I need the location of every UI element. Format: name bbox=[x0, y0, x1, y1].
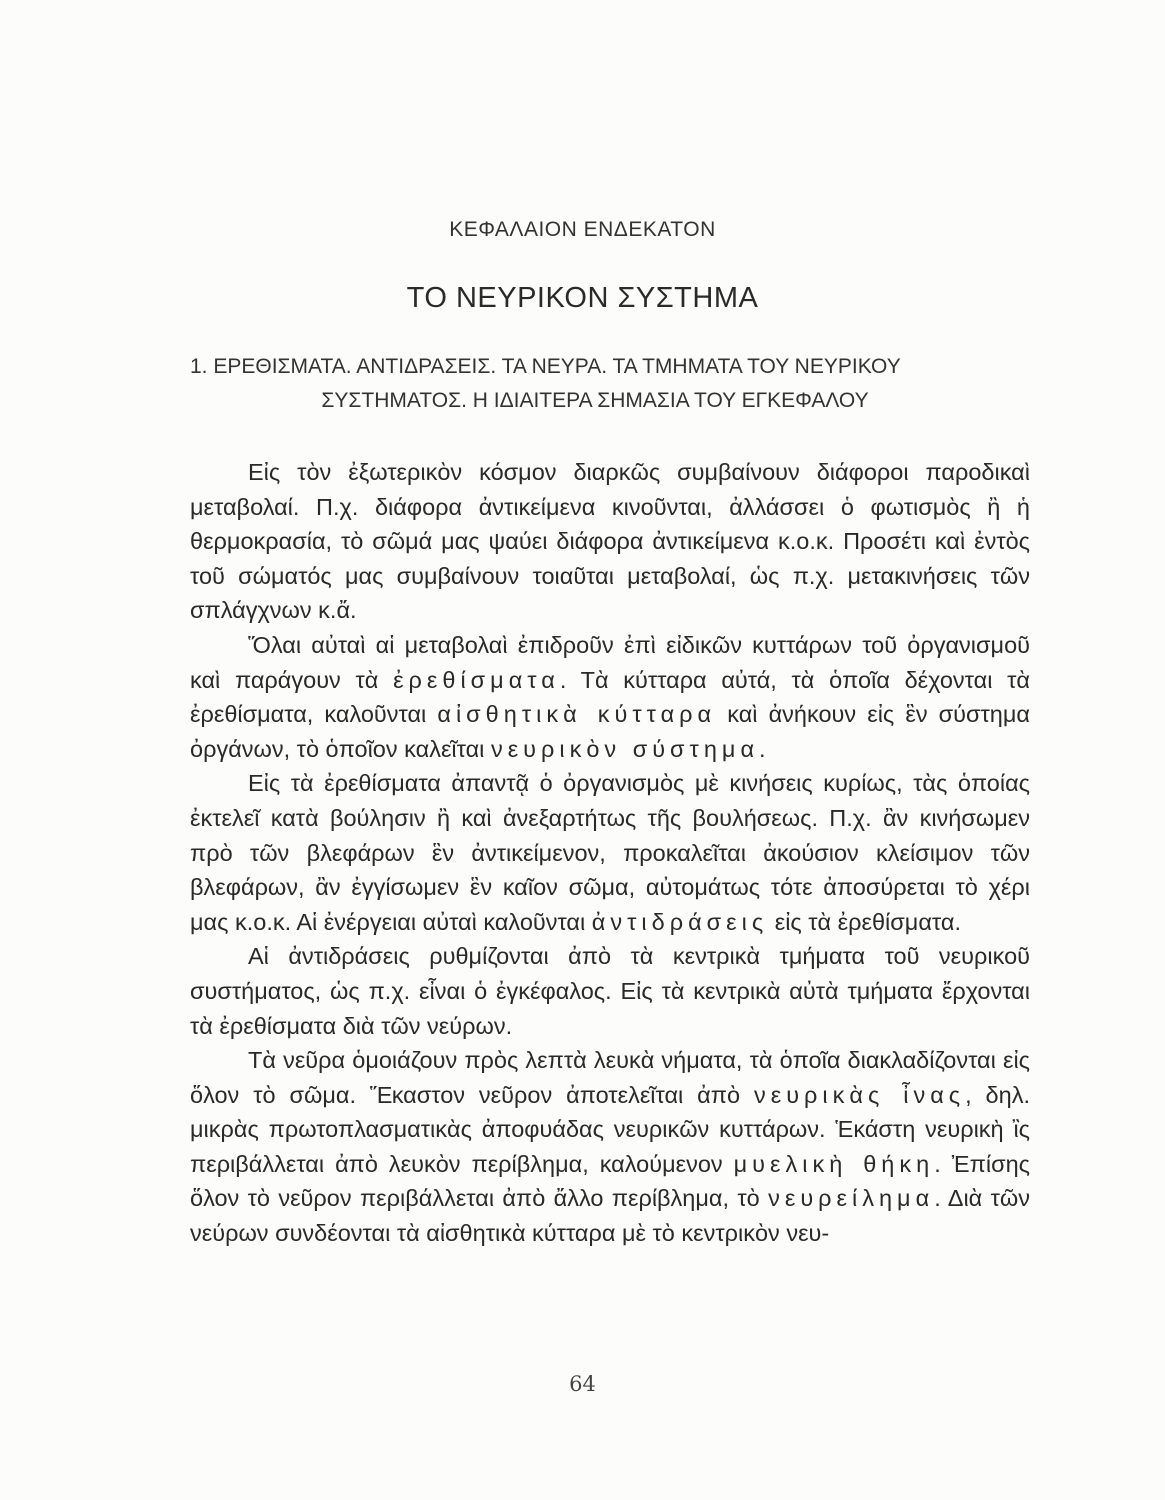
chapter-heading: ΚΕΦΑΛΑΙΟΝ ΕΝΔΕΚΑΤΟΝ bbox=[449, 218, 716, 241]
p2-text-e: καὶ ἀνήκουν εἰς ἓν σύστημα ὀργάνων, τὸ ὁποῖον καλεῖται bbox=[190, 701, 1030, 762]
paragraph-3 bbox=[190, 766, 1030, 939]
body-text bbox=[190, 455, 1030, 1251]
p5-text-e: . Ἐπίσης ὅλον τὸ νεῦρον περιβάλλεται ἀπὸ ἄλλο περίβλημα, τὸ bbox=[190, 1150, 1030, 1212]
section-heading-line-2: ΣΥΣΤΗΜΑΤΟΣ. Η ΙΔΙΑΙΤΕΡΑ ΣΗΜΑΣΙΑ ΤΟΥ ΕΓΚΕΦΑΛΟΥ bbox=[321, 389, 869, 412]
p5-text-c: , δηλ. μικρὰς πρωτοπλασματικὰς ἀποφυάδας νευρικῶν κυττάρων. Ἑκάστη νευρικὴ ἲς περιβάλλεται ἀπὸ λευκὸν περίβλημα, καλούμενον bbox=[190, 1081, 1030, 1177]
p5-text-a: Τὰ νεῦρα ὁμοιάζουν πρὸς λεπτὰ λευκὰ νήματα, τὰ ὁποῖα διακλαδίζονται εἰς ὅλον τὸ σῶμα. Ἕκαστον νεῦρον ἀποτελεῖται ἀπὸ bbox=[190, 1047, 1030, 1108]
term-erethismata: ἐρεθίσματα bbox=[393, 666, 560, 693]
page-number: 64 bbox=[569, 1372, 596, 1396]
term-neurikas-inas: νευρικὰς ἶνας bbox=[753, 1081, 966, 1108]
section-heading bbox=[190, 350, 1030, 418]
paragraph-5 bbox=[190, 1043, 1030, 1251]
paragraph-1 bbox=[190, 455, 1030, 628]
term-neureilima: νευρείλημα bbox=[768, 1185, 935, 1212]
paragraph-4 bbox=[190, 939, 1030, 1043]
p2-text-g: . bbox=[759, 735, 766, 762]
p5-text-g: . Διὰ τῶν νεύρων συνδέονται τὰ αἰσθητικὰ κύτταρα μὲ τὸ κεντρικὸν νευ- bbox=[190, 1185, 1030, 1247]
p2-text-a: Ὅλαι αὐταὶ αἱ μεταβολαὶ ἐπιδροῦν ἐπὶ εἰδικῶν κυττάρων τοῦ ὀργανισμοῦ καὶ παράγουν τὰ bbox=[190, 631, 1030, 693]
term-antidraseis: ἀντιδράσεις bbox=[591, 908, 769, 935]
term-aisthetika-kyttara: αἰσθητικὰ κύτταρα bbox=[437, 701, 717, 728]
paragraph-1-text: Εἰς τὸν ἐξωτερικὸν κόσμον διαρκῶς συμβαίνουν διάφοροι παροδικαὶ μεταβολαί. Π.χ. διάφορα ἀντικείμενα κινοῦνται, ἀλλάσσει ὁ φωτισμὸς ἢ ἡ θερμοκρασία, τὸ σῶμά μας ψαύει διάφορα ἀντικείμενα κ.ο.κ. Προσέτι καὶ ἐντὸς τοῦ σώματός μας συμβαίνουν τοιαῦται μεταβολαί, ὡς π.χ. μετακινήσεις τῶν σπλάγχνων κ.ἄ. bbox=[190, 459, 1030, 624]
paragraph-4-text: Αἱ ἀντιδράσεις ρυθμίζονται ἀπὸ τὰ κεντρικὰ τμήματα τοῦ νευρικοῦ συστήματος, ὡς π.χ. εἶναι ὁ ἐγκέφαλος. Εἰς τὰ κεντρικὰ αὐτὰ τμήματα ἔρχονται τὰ ἐρεθίσματα διὰ τῶν νεύρων. bbox=[190, 943, 1030, 1039]
chapter-title: ΤΟ ΝΕΥΡΙΚΟΝ ΣΥΣΤΗΜΑ bbox=[406, 282, 759, 314]
p3-text-c: εἰς τὰ ἐρεθίσματα. bbox=[768, 908, 961, 935]
section-heading-line-1: 1. ΕΡΕΘΙΣΜΑΤΑ. ΑΝΤΙΔΡΑΣΕΙΣ. ΤΑ ΝΕΥΡΑ. ΤΑ ΤΜΗΜΑΤΑ ΤΟΥ ΝΕΥΡΙΚΟΥ bbox=[190, 355, 901, 378]
p3-text-a: Εἰς τὰ ἐρεθίσματα ἀπαντᾷ ὁ ὀργανισμὸς μὲ κινήσεις κυρίως, τὰς ὁποίας ἐκτελεῖ κατὰ βούλησιν ἢ καὶ ἀνεξαρτήτως τῆς βουλήσεως. Π.χ. ἂν κινήσωμεν πρὸ τῶν βλεφάρων ἓν ἀντικείμενον, προκαλεῖται ἀκούσιον κλείσιμον τῶν βλεφάρων, ἂν ἐγγίσωμεν ἓν καῖον σῶμα, αὐτομάτως τότε ἀποσύρεται τὸ χέρι μας κ.ο.κ. Αἱ ἐνέργειαι αὐταὶ καλοῦνται bbox=[190, 770, 1030, 935]
p2-text-c: . Τὰ κύτταρα αὐτά, τὰ ὁποῖα δέχονται τὰ ἐρεθίσματα, καλοῦνται bbox=[190, 666, 1030, 728]
paragraph-2 bbox=[190, 628, 1030, 766]
term-neurikon-systema: νευρικὸν σύστημα bbox=[490, 735, 760, 762]
term-myeliki-thiki: μυελικὴ θήκη bbox=[733, 1150, 935, 1177]
